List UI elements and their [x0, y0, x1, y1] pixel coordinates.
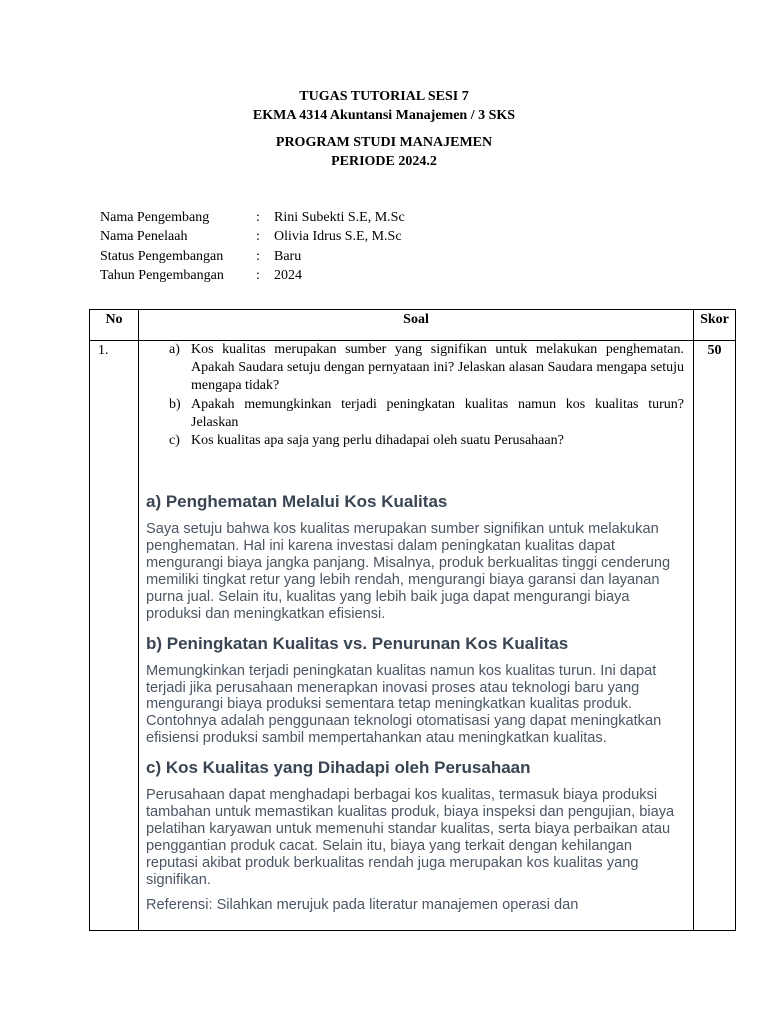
answer-block	[139, 491, 693, 913]
question-item	[169, 396, 684, 432]
answer-heading: c) Kos Kualitas yang Dihadapi oleh Perusahaan	[146, 758, 531, 778]
metadata-block	[100, 208, 405, 285]
title-line-4: PERIODE 2024.2	[331, 154, 437, 169]
question-marker: b)	[169, 396, 181, 412]
header-soal: Soal	[139, 310, 694, 341]
question-cell	[139, 341, 694, 931]
question-item	[169, 341, 684, 396]
answer-body: Perusahaan dapat menghadapi berbagai kos kualitas, termasuk biaya produksi tambahan untuk memastikan kualitas produk, biaya inspeksi dan pengujian, biaya pelatihan karyawan untuk memenuhi standar kualitas, serta biaya perbaikan atau penggantian produk cacat. Selain itu, biaya yang terkait dengan kehilangan reputasi akibat produk berkualitas rendah juga merupakan kos kualitas yang signifikan.	[146, 787, 675, 888]
question-text: Kos kualitas merupakan sumber yang signifikan untuk melakukan penghematan. Apakah Saudara setuju dengan pernyataan ini? Jelaskan alasan Saudara mengapa setuju mengapa tidak?	[191, 342, 684, 394]
meta-row-status	[100, 247, 405, 266]
meta-colon: :	[256, 267, 260, 283]
question-text: Kos kualitas apa saja yang perlu dihadapai oleh suatu Perusahaan?	[191, 433, 564, 449]
table-row	[90, 341, 736, 931]
meta-row-year	[100, 266, 405, 285]
meta-colon: :	[256, 248, 260, 264]
meta-value: Baru	[274, 248, 302, 264]
meta-label: Tahun Pengembangan	[100, 267, 224, 283]
meta-value: Rini Subekti S.E, M.Sc	[274, 210, 405, 225]
question-marker: a)	[169, 342, 180, 357]
reference-text: Referensi: Silahkan merujuk pada literatur manajemen operasi dan	[146, 896, 579, 913]
title-line-2: EKMA 4314 Akuntansi Manajemen / 3 SKS	[252, 108, 516, 123]
answer-body: Memungkinkan terjadi peningkatan kualitas namun kos kualitas turun. Ini dapat terjadi jika perusahaan menerapkan inovasi proses atau teknologi baru yang mengurangi biaya produksi sementara tetap meningkatkan kualitas produk. Contohnya adalah penggunaan teknologi otomatisasi yang dapat meningkatkan efisiensi produksi sambil mempertahankan atau meningkatkan kualitas.	[146, 662, 662, 747]
meta-label: Nama Pengembang	[100, 210, 210, 225]
row-number: 1.	[90, 341, 139, 931]
title-line-1: TUGAS TUTORIAL SESI 7	[299, 89, 469, 104]
assignment-table	[89, 309, 736, 931]
header-skor: Skor	[694, 310, 736, 341]
question-marker: c)	[169, 433, 180, 449]
score-value: 50	[694, 341, 736, 931]
meta-label: Nama Penelaah	[100, 229, 188, 245]
question-text: Apakah memungkinkan terjadi peningkatan kualitas namun kos kualitas turun? Jelaskan	[191, 396, 684, 430]
meta-colon: :	[256, 229, 260, 245]
meta-value: 2024	[274, 267, 302, 283]
header-no: No	[90, 310, 139, 341]
title-line-3: PROGRAM STUDI MANAJEMEN	[275, 135, 493, 150]
meta-value: Olivia Idrus S.E, M.Sc	[274, 229, 402, 245]
document-title	[0, 87, 768, 125]
program-title	[0, 133, 768, 171]
meta-colon: :	[256, 210, 260, 225]
meta-label: Status Pengembangan	[100, 248, 224, 264]
meta-row-reviewer	[100, 227, 405, 246]
answer-heading: a) Penghematan Melalui Kos Kualitas	[146, 492, 448, 512]
question-list	[139, 341, 693, 450]
meta-row-developer	[100, 208, 405, 227]
question-item	[169, 432, 684, 450]
table-header-row	[90, 310, 736, 341]
answer-body: Saya setuju bahwa kos kualitas merupakan sumber signifikan untuk melakukan penghematan. Hal ini karena investasi dalam peningkatan kualitas dapat mengurangi biaya jangka panjang. Misalnya, produk berkualitas tinggi cenderung memiliki tingkat retur yang lebih rendah, mengurangi biaya garansi dan layanan purna jual. Selain itu, kualitas yang lebih baik juga dapat mengurangi biaya produksi dan meningkatkan efisiensi.	[146, 521, 671, 622]
answer-heading: b) Peningkatan Kualitas vs. Penurunan Kos Kualitas	[146, 633, 569, 653]
